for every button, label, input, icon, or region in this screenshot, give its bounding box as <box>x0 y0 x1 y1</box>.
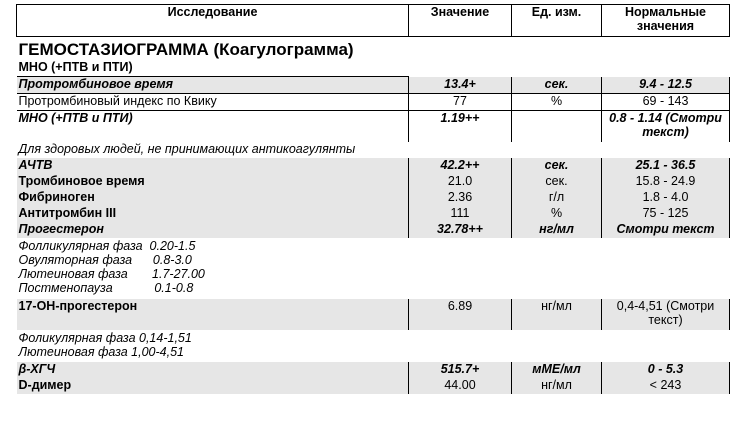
row-norm-line2: текст) <box>648 313 683 327</box>
row-name: Фибриноген <box>17 190 409 206</box>
note-row <box>17 142 730 158</box>
row-name: Протромбиновое время <box>17 77 409 94</box>
row-value: 42.2++ <box>409 158 512 174</box>
table-row <box>17 206 730 222</box>
row-unit: г/л <box>512 190 602 206</box>
row-value: 13.4+ <box>409 77 512 94</box>
section-title: ГЕМОСТАЗИОГРАММА (Коагулограмма) <box>18 40 354 59</box>
table-row <box>17 378 730 394</box>
row-name: Прогестерон <box>17 222 409 238</box>
row-value: 44.00 <box>409 378 512 394</box>
phase-line <box>19 267 728 281</box>
table-row <box>17 158 730 174</box>
row-value: 111 <box>409 206 512 222</box>
row-norm: 9.4 - 12.5 <box>602 77 730 94</box>
row-unit: % <box>512 206 602 222</box>
phase-label: Фолликулярная фаза <box>18 239 143 253</box>
phase-label: Постменопауза <box>18 281 113 295</box>
row-name: Тромбиновое время <box>17 174 409 190</box>
phase-label: Лютеиновая фаза <box>18 267 128 281</box>
row-norm <box>602 111 730 143</box>
row-norm: 1.8 - 4.0 <box>602 190 730 206</box>
row-norm-line1: 0,4-4,51 (Смотри <box>616 299 715 313</box>
row-value: 1.19++ <box>409 111 512 143</box>
row-unit: нг/мл <box>512 378 602 394</box>
row-unit: нг/мл <box>512 299 602 330</box>
phase-line <box>19 253 728 267</box>
progesterone-phases <box>17 238 730 299</box>
row-name: АЧТВ <box>17 158 409 174</box>
header-value: Значение <box>409 5 512 37</box>
row-name: Протромбиновый индекс по Квику <box>17 94 409 111</box>
row-norm: 75 - 125 <box>602 206 730 222</box>
table-row <box>17 222 730 238</box>
row-norm-line1: 0.8 - 1.14 (Смотри <box>609 111 722 125</box>
row-name: Антитромбин III <box>17 206 409 222</box>
table-row <box>17 190 730 206</box>
row-norm <box>602 299 730 330</box>
header-test: Исследование <box>17 5 409 37</box>
section-title-row <box>17 37 730 61</box>
row-value: 2.36 <box>409 190 512 206</box>
row-norm: < 243 <box>602 378 730 394</box>
table-row <box>17 77 730 94</box>
row-name: D-димер <box>17 378 409 394</box>
row-name: МНО (+ПТВ и ПТИ) <box>18 111 133 125</box>
row-name: β-ХГЧ <box>17 362 409 378</box>
row-value: 32.78++ <box>409 222 512 238</box>
table-row <box>17 111 730 143</box>
phase-label: Овуляторная фаза <box>18 253 133 267</box>
row-unit: мМЕ/мл <box>512 362 602 378</box>
row-norm: 25.1 - 36.5 <box>602 158 730 174</box>
row-norm-line2: текст) <box>642 125 689 139</box>
note-row <box>17 330 730 362</box>
row-norm: 0 - 5.3 <box>602 362 730 378</box>
phase-range: 1.7-27.00 <box>152 267 205 281</box>
phase-line <box>19 239 728 253</box>
row-unit <box>512 111 602 143</box>
phase-line: Лютеиновая фаза 1,00-4,51 <box>18 345 185 359</box>
phase-range: 0.8-3.0 <box>152 253 192 267</box>
row-value: 6.89 <box>409 299 512 330</box>
row-unit: % <box>512 94 602 111</box>
mno-note: Для здоровых людей, не принимающих антикоагулянты <box>18 142 356 156</box>
row-norm: 15.8 - 24.9 <box>602 174 730 190</box>
row-norm: Смотри текст <box>602 222 730 238</box>
results-table <box>16 4 730 394</box>
note-row <box>17 238 730 299</box>
row-unit: сек. <box>512 158 602 174</box>
header-norm-line1: Нормальные <box>625 5 706 19</box>
row-norm: 69 - 143 <box>602 94 730 111</box>
row-value: 77 <box>409 94 512 111</box>
table-row <box>17 94 730 111</box>
header-norm-line2: значения <box>636 19 695 33</box>
table-row <box>17 299 730 330</box>
row-unit: нг/мл <box>512 222 602 238</box>
row-name: 17-ОН-прогестерон <box>17 299 409 330</box>
table-row <box>17 362 730 378</box>
header-norm <box>602 5 730 37</box>
header-unit: Ед. изм. <box>512 5 602 37</box>
phase-range: 0.20-1.5 <box>149 239 196 253</box>
section-subtitle: МНО (+ПТВ и ПТИ) <box>17 60 409 77</box>
table-row <box>17 174 730 190</box>
phase-line: Фоликулярная фаза 0,14-1,51 <box>18 331 192 345</box>
section-subtitle-row <box>17 60 730 77</box>
phase-line <box>19 281 728 295</box>
row-value: 515.7+ <box>409 362 512 378</box>
row-value: 21.0 <box>409 174 512 190</box>
phase-range: 0.1-0.8 <box>154 281 194 295</box>
row-unit: сек. <box>512 77 602 94</box>
row-unit: сек. <box>512 174 602 190</box>
oh-progesterone-phases <box>17 330 730 362</box>
table-header-row <box>17 5 730 37</box>
